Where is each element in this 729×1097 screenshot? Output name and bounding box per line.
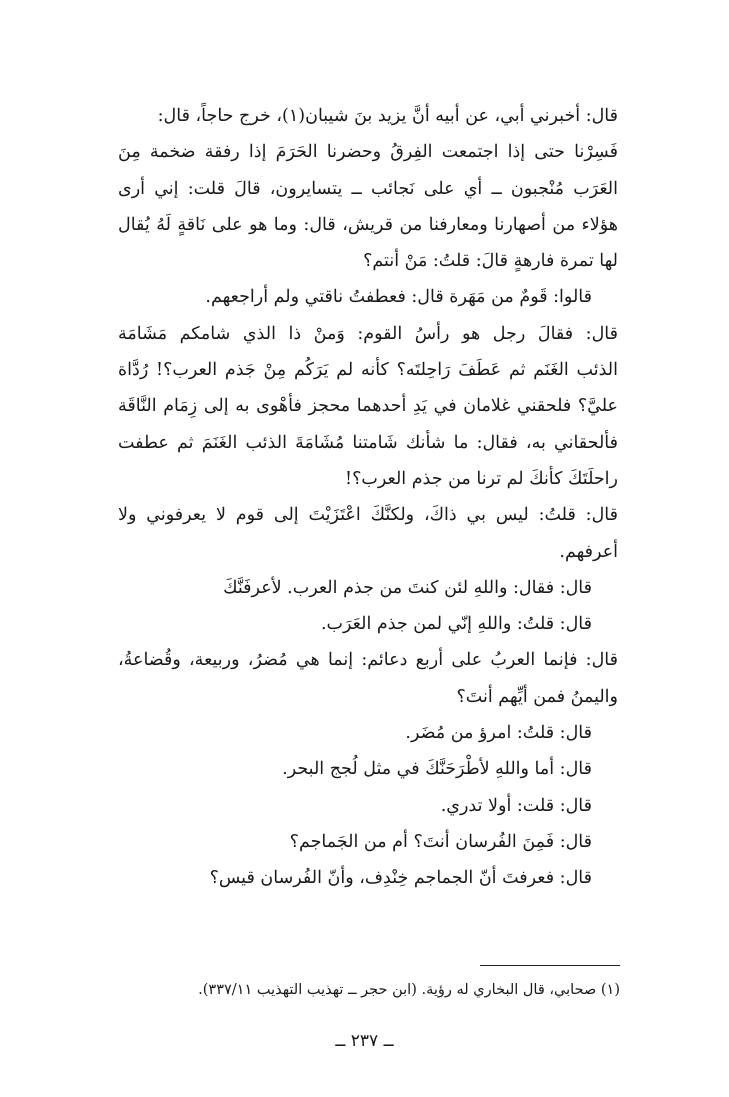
text-line: قال: فقالَ رجل هو رأسُ القوم: وَمنْ ذا الذي شامكم مَشَامَة [118,323,618,344]
text-line: قال: أما واللهِ لأطْرَحَنَّكَ في مثل لُجج البحر. [282,759,592,780]
text-line: فَسِرْنا حتى إذا اجتمعت الفِرقُ وحضرنا الحَرَمَ إذا رفقة ضخمة مِنَ [118,142,618,163]
text-line: العَرَب مُنْجبون ــ أي على نَجائب ــ يتسايرون، قالَ قلت: إني أرى [118,178,618,199]
text-line: قال: قلتُ: واللهِ إنّي لمن جذم العَرَب. [320,614,592,635]
text-line: قال: قلتُ: ليس بي ذاكَ، ولكنَّكَ اعْتَزَيْتَ إلى قوم لا يعرفوني ولا [118,505,618,526]
text-line: قال: أخبرني أبي، عن أبيه أنَّ يزيد بنَ شيبان(١)، خرج حاجاً، قال: [157,106,618,126]
text-line: قال: قلتُ: امرؤ من مُضَر. [405,723,592,744]
text-line: هؤلاء من أصهارنا ومعارفنا من قريش، قال: وما هو على نَاقةٍ لَهُ يُقال [118,214,618,235]
text-line: واليمنُ فمن أيِّهم أنتَ؟ [456,686,618,707]
main-text [118,98,618,897]
text-line: قال: فإنما العربُ على أربع دعائم: إنما هي مُضرُ، وربيعة، وقُضاعةُ، [118,650,618,671]
footnote: (١) صحابي، قال البخاري له رؤية. (ابن حجر ــ تهذيب التهذيب ٣٣٧/١١). [198,982,620,998]
text-line: فألحقاني به، فقال: ما شأنك شَامتنا مُشَامَةَ الذئب الغَنَمَ ثم عطفت [118,432,618,453]
page-number: ــ ٢٣٧ ــ [335,1031,394,1051]
text-line: قال: فعرفتَ أنّ الجماجم خِنْدِف، وأنّ الفُرسان قيس؟ [209,868,592,889]
text-line: قال: فقال: واللهِ لئن كنتَ من جذم العرب. لأعرفَنَّكَ [223,577,592,598]
text-line: قال: فَمِنَ الفُرسان أنتَ؟ أم من الجَماجم؟ [289,831,592,852]
text-line: الذئب الغَنَم ثم عَطَفَ رَاحِلتَه؟ كأنه لم يَرَكُم مِنْ جَذم العرب؟! رُدَّاة [118,360,618,381]
text-line: عليَّ؟ فلحقني غلامان في يَدِ أحدهما محجز فأهْوى به إلى زِمَام النَّاقَة [118,396,618,417]
text-line: قال: قلت: أولا تدري. [440,795,592,816]
text-line: لها تمرة فارهةٍ قالَ: قلتُ: مَنْ أنتم؟ [363,251,618,272]
text-line: أعرفهم. [559,541,618,562]
footnote-divider [480,965,620,966]
text-line: قالوا: قَومٌ من مَهَرة قال: فعطفتُ ناقتي ولم أراجعهم. [205,287,592,308]
text-line: راحلَتَكَ كأنكَ لم ترنا من جذم العرب؟! [345,468,618,489]
